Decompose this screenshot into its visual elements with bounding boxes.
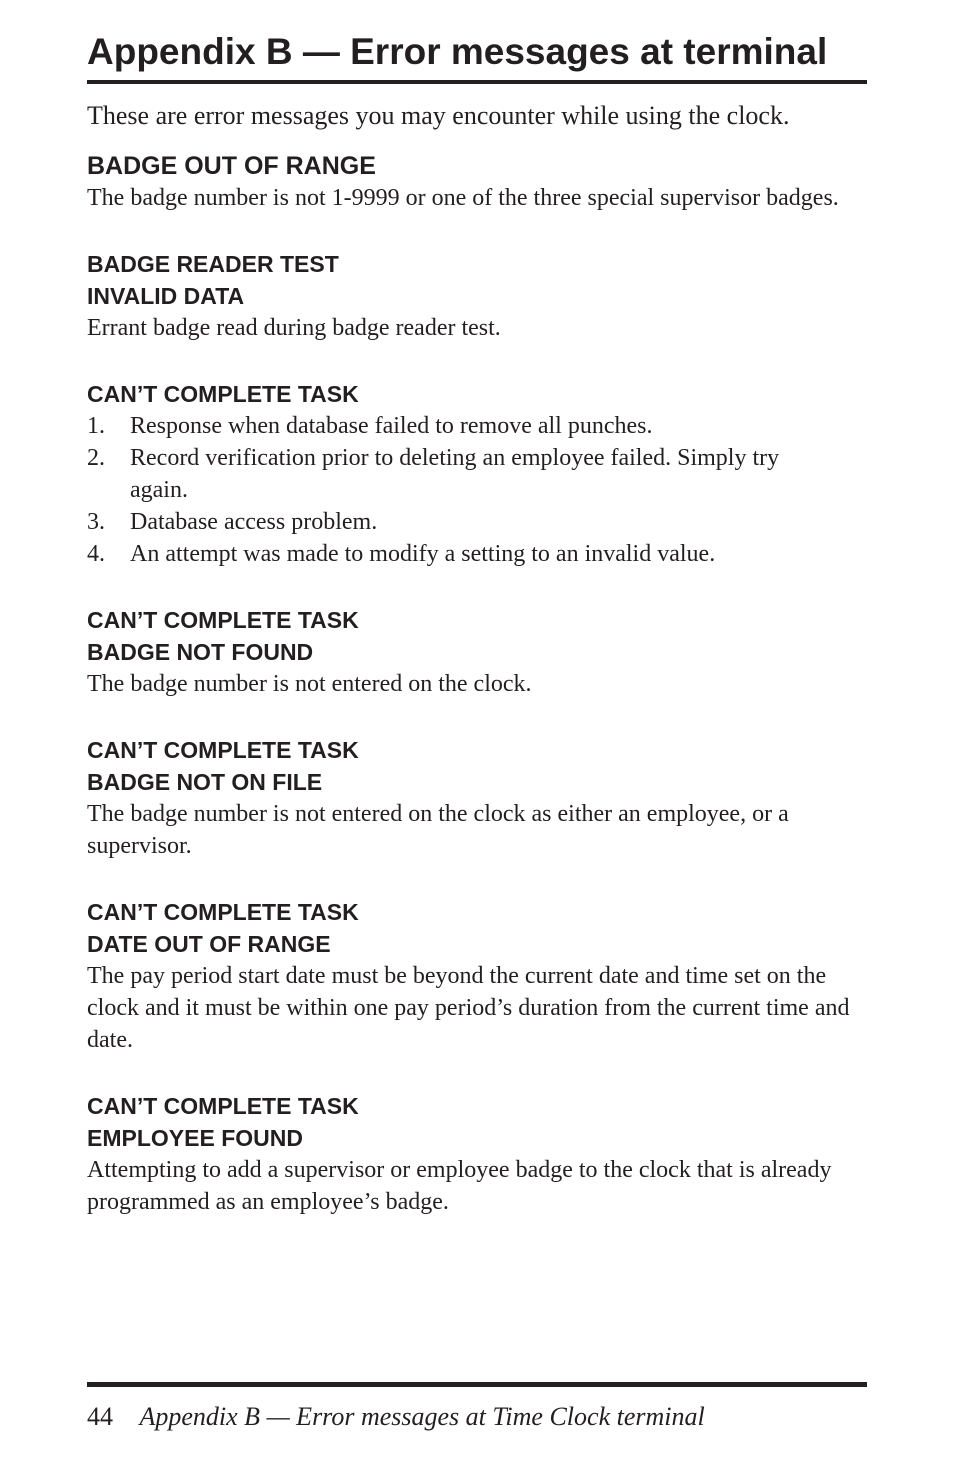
error-heading: CAN’T COMPLETE TASK	[87, 381, 359, 407]
page-number: 44	[87, 1402, 113, 1431]
error-heading: BADGE OUT OF RANGE	[87, 152, 376, 180]
error-entry-badge-not-on-file	[87, 734, 867, 862]
error-heading: CAN’T COMPLETE TASK	[87, 899, 359, 925]
list-item	[87, 506, 867, 538]
error-entry-employee-found	[87, 1090, 867, 1218]
error-description: The badge number is not entered on the clock.	[87, 671, 532, 697]
list-text: Database access problem.	[130, 509, 378, 535]
error-subheading: BADGE NOT ON FILE	[87, 769, 323, 795]
error-heading: CAN’T COMPLETE TASK	[87, 737, 359, 763]
error-description: Attempting to add a supervisor or employee badge to the clock that is already programmed as an employee’s badge.	[87, 1157, 832, 1215]
list-number: 4.	[87, 541, 105, 567]
intro-text: These are error messages you may encounter while using the clock.	[87, 101, 790, 130]
error-subheading: EMPLOYEE FOUND	[87, 1125, 303, 1151]
error-subheading: INVALID DATA	[87, 283, 245, 309]
list-number: 3.	[87, 509, 105, 535]
error-description: The badge number is not entered on the clock as either an employee, or a supervisor.	[87, 801, 789, 859]
list-number: 1.	[87, 413, 105, 439]
error-entry-badge-reader-test	[87, 248, 867, 344]
list-text: Record verification prior to deleting an employee failed. Simply try again.	[130, 445, 780, 503]
list-item	[87, 442, 867, 506]
list-text: An attempt was made to modify a setting to an invalid value.	[130, 541, 716, 567]
error-entry-badge-not-found	[87, 604, 867, 700]
page-title: Appendix B — Error messages at terminal	[87, 30, 867, 84]
error-entry-badge-out-of-range	[87, 150, 867, 214]
list-item	[87, 538, 867, 570]
error-heading: CAN’T COMPLETE TASK	[87, 607, 359, 633]
error-subheading: BADGE NOT FOUND	[87, 639, 314, 665]
list-item	[87, 410, 867, 442]
list-number: 2.	[87, 445, 105, 471]
page-footer	[87, 1382, 867, 1433]
error-description: The badge number is not 1-9999 or one of the three special supervisor badges.	[87, 185, 839, 211]
running-title: Appendix B — Error messages at Time Clock terminal	[139, 1402, 705, 1431]
list-text: Response when database failed to remove all punches.	[130, 413, 653, 439]
error-entry-cant-complete-task	[87, 378, 867, 570]
reason-list	[87, 410, 867, 570]
error-subheading: DATE OUT OF RANGE	[87, 931, 331, 957]
error-description: Errant badge read during badge reader test.	[87, 315, 501, 341]
error-entry-date-out-of-range	[87, 896, 867, 1056]
error-heading: BADGE READER TEST	[87, 251, 339, 277]
error-heading: CAN’T COMPLETE TASK	[87, 1093, 359, 1119]
error-description: The pay period start date must be beyond the current date and time set on the clock and it must be within one pay period’s duration from the current time and date.	[87, 963, 850, 1053]
page-content	[87, 30, 867, 1218]
